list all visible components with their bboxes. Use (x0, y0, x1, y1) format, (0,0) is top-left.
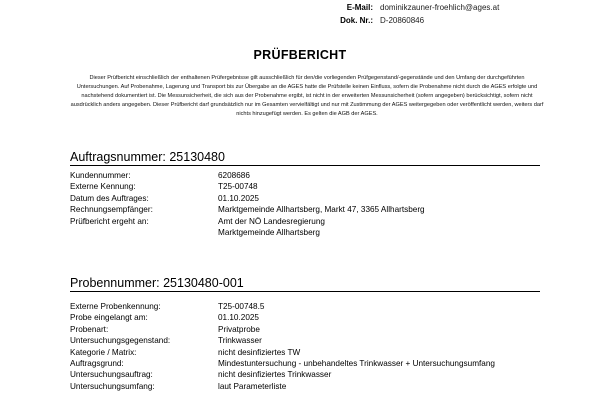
detail-key: Kategorie / Matrix: (70, 347, 137, 357)
detail-key: Probenart: (70, 324, 109, 334)
detail-value: 01.10.2025 (218, 193, 259, 203)
sample-number-heading (70, 276, 540, 292)
detail-row (70, 227, 425, 238)
sample-number-heading-text: Probennummer: 25130480-001 (70, 276, 244, 290)
detail-row (70, 369, 495, 380)
detail-value: Amt der NÖ Landesregierung (218, 216, 325, 226)
email-label: E-Mail: (346, 3, 373, 12)
document-number-row (330, 14, 499, 27)
email-value[interactable]: dominikzauner-froehlich@ages.at (380, 3, 500, 12)
detail-key: Externe Kennung: (70, 182, 136, 192)
detail-key (70, 227, 218, 238)
sample-details (70, 301, 495, 392)
detail-row (70, 301, 495, 312)
detail-value: 6208686 (218, 171, 250, 180)
document-number-label: Dok. Nr.: (340, 16, 373, 25)
detail-key: Externe Probenkennung: (70, 302, 161, 311)
order-number-heading (70, 150, 540, 166)
detail-key: Rechnungsempfänger: (70, 205, 153, 215)
detail-key: Untersuchungsumfang: (70, 381, 155, 391)
detail-row (70, 347, 495, 358)
document-number-value: D-20860846 (380, 16, 425, 25)
detail-key: Untersuchungsauftrag: (70, 370, 153, 380)
detail-row (70, 216, 425, 227)
detail-row (70, 358, 495, 369)
detail-key: Probe eingelangt am: (70, 313, 148, 323)
detail-value: 01.10.2025 (218, 313, 259, 323)
detail-key: Auftragsgrund: (70, 359, 124, 369)
detail-key: Untersuchungsgegenstand: (70, 336, 171, 346)
detail-row (70, 170, 425, 181)
detail-value: T25-00748.5 (218, 302, 265, 311)
detail-value: Trinkwasser (218, 336, 262, 346)
detail-value: Marktgemeinde Allhartsberg (218, 228, 320, 238)
detail-key: Datum des Auftrages: (70, 193, 149, 203)
detail-row (70, 381, 495, 392)
detail-value: Privatprobe (218, 324, 260, 334)
detail-key: Kundennummer: (70, 171, 131, 180)
detail-row (70, 335, 495, 346)
detail-value: T25-00748 (218, 182, 258, 192)
detail-key: Prüfbericht ergeht an: (70, 216, 149, 226)
disclaimer-text: Dieser Prüfbericht einschließlich der enthaltenen Prüfergebnisse gilt ausschließlich für den/die vorliegenden Prüfgegenstand/-gegenstände und den Umfang der durchgeführten Untersuchungen. Auf Probenahme, Lagerung und Transport bis zur Übergabe an die AGES hatte die Prüfstelle keinen Einfluss, sofern die Probenahme nicht durch die AGES erfolgte und nachstehend dokumentiert ist. Die Messunsicherheit, die sich aus der Probenahme ergibt, ist nicht in der erweiterten Messunsicherheit (sofern angegeben) berücksichtigt, sofern nicht ausdrücklich anders angegeben. Dieser Prüfbericht darf grundsätzlich nur im Gesamten vervielfältigt und nur mit Zustimmung der AGES weitergegeben oder veröffentlicht werden, weiters darf nichts hinzugefügt werden. Es gelten die AGB der AGES. (70, 75, 544, 117)
detail-value: Marktgemeinde Allhartsberg, Markt 47, 3365 Allhartsberg (218, 205, 425, 215)
detail-row (70, 312, 495, 323)
report-title: PRÜFBERICHT (253, 48, 347, 62)
detail-value: laut Parameterliste (218, 381, 287, 391)
contact-block (330, 1, 499, 27)
detail-row (70, 181, 425, 192)
detail-row (70, 193, 425, 204)
detail-row (70, 324, 495, 335)
order-details (70, 170, 425, 238)
detail-row (70, 204, 425, 215)
detail-value: nicht desinfiziertes Trinkwasser (218, 370, 332, 380)
detail-value: Mindestuntersuchung - unbehandeltes Trinkwasser + Untersuchungsumfang (218, 359, 495, 369)
email-row (330, 1, 499, 14)
order-number-heading-text: Auftragsnummer: 25130480 (70, 150, 225, 164)
detail-value: nicht desinfiziertes TW (218, 347, 301, 357)
